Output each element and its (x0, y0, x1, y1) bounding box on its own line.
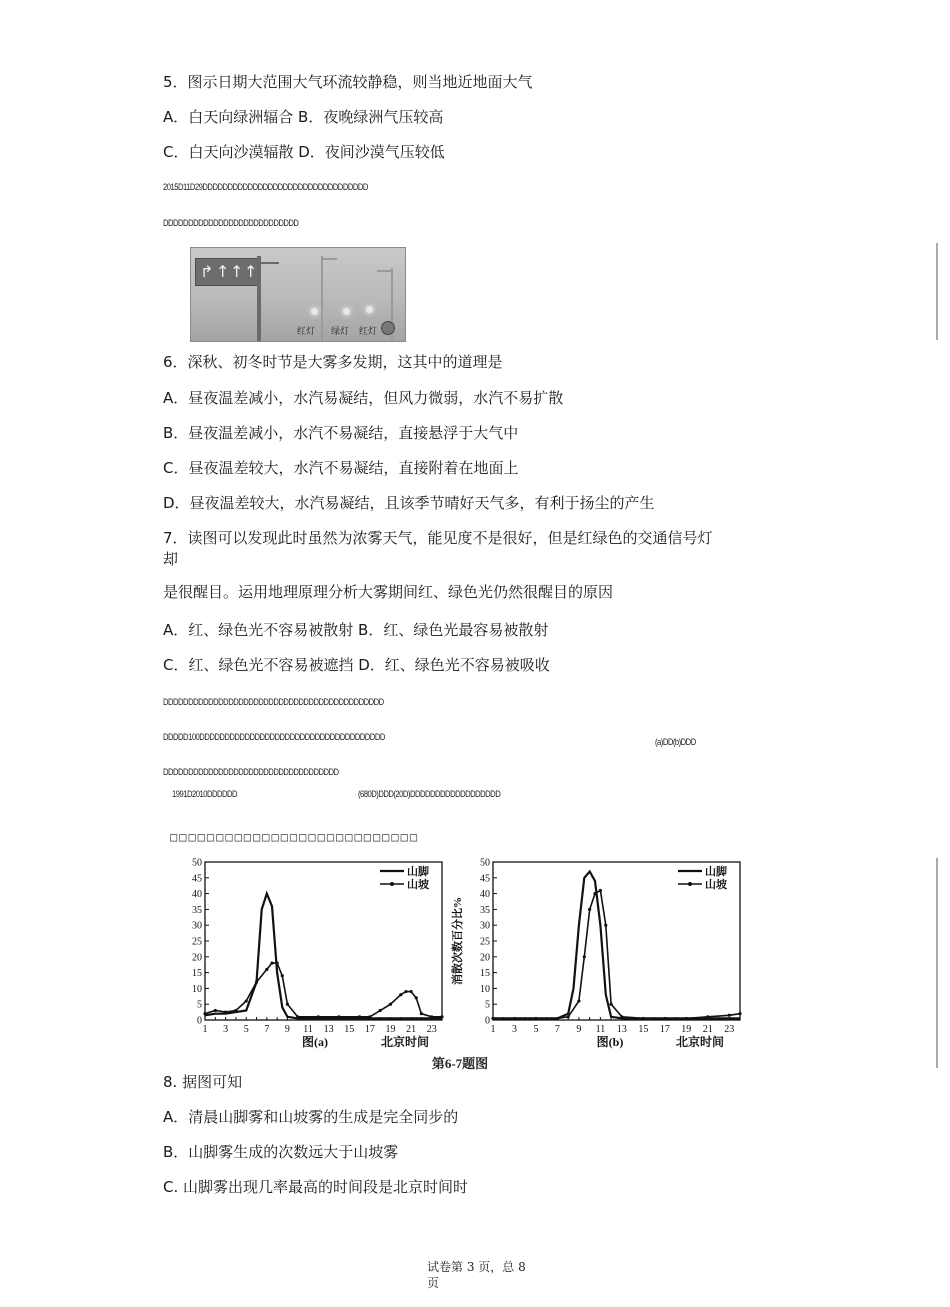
x-tick-label: 7 (264, 1024, 270, 1035)
q7-stem-line1: 7．读图可以发现此时虽然为浓雾天气，能见度不是很好，但是红绿色的交通信号灯 (163, 529, 713, 547)
y-tick-label: 40 (480, 889, 490, 901)
series-point (317, 1015, 320, 1018)
garbled-text-1: 2015D11D29DDDDDDDDDDDDDDDDDDDDDDDDDDDDDDDDD (163, 182, 368, 192)
y-tick-label: 20 (480, 952, 490, 964)
series-point (265, 968, 268, 971)
series-point (368, 1015, 371, 1018)
y-tick-label: 5 (197, 999, 202, 1011)
x-axis-label-right: 北京时间 (380, 1035, 430, 1049)
x-tick-label: 5 (243, 1024, 249, 1035)
x-tick-label: 1 (490, 1024, 496, 1035)
x-tick-label: 7 (554, 1024, 560, 1035)
traffic-light-icon (311, 308, 318, 315)
series-point (685, 1017, 688, 1020)
series-point (286, 1003, 289, 1006)
q7-stem-line2: 却 (163, 550, 179, 568)
series-point (358, 1015, 361, 1018)
series-line-shanpo (205, 963, 442, 1017)
x-tick-label: 13 (323, 1024, 334, 1035)
chart-panel-b (450, 858, 742, 1050)
q6-option-a: A．昼夜温差减小，水汽易凝结，但风力微弱，水汽不易扩散 (163, 389, 564, 407)
y-tick-label: 25 (192, 936, 202, 948)
q8-stem: 8. 据图可知 (163, 1073, 243, 1091)
x-tick-label: 21 (406, 1024, 417, 1035)
arrow-icon: ↑ (230, 262, 244, 281)
garbled-text-6a: 1991D2010DDDDDD (172, 789, 238, 799)
x-tick-label: 17 (364, 1024, 375, 1035)
x-tick-label: 1 (202, 1024, 208, 1035)
series-point (738, 1012, 741, 1015)
series-point (588, 908, 591, 911)
y-tick-label: 10 (480, 983, 490, 995)
y-tick-label: 45 (192, 873, 202, 885)
y-tick-label: 15 (192, 968, 202, 980)
q8-option-c: C. 山脚雾出现几率最高的时间段是北京时间时 (163, 1178, 469, 1196)
series-point (224, 1011, 227, 1014)
q8-option-a: A．清晨山脚雾和山坡雾的生成是完全同步的 (163, 1108, 459, 1126)
series-point (642, 1017, 645, 1020)
x-tick-label: 11 (595, 1024, 606, 1035)
series-point (234, 1009, 237, 1012)
series-point (214, 1009, 217, 1012)
x-tick-label: 3 (223, 1024, 229, 1035)
q5-options-cd: C．白天向沙漠辐散 D．夜间沙漠气压较低 (163, 143, 445, 161)
series-point (415, 996, 418, 999)
series-point (513, 1017, 516, 1020)
series-point (420, 1012, 423, 1015)
x-tick-label: 19 (385, 1024, 396, 1035)
x-tick-label: 11 (303, 1024, 313, 1035)
q6-option-d: D．昼夜温差较大，水汽易凝结，且该季节晴好天气多，有利于扬尘的产生 (163, 494, 655, 512)
y-tick-label: 10 (192, 983, 202, 995)
series-line-shanjiao (493, 872, 740, 1019)
garbled-text-2: DDDDDDDDDDDDDDDDDDDDDDDDDDD (163, 218, 299, 228)
legend-label: 山坡 (407, 879, 429, 891)
x-tick-label: 5 (533, 1024, 539, 1035)
footer-line1: 试卷第 3 页，总 8 (427, 1260, 526, 1274)
x-tick-label: 9 (284, 1024, 290, 1035)
x-tick-label: 19 (681, 1024, 692, 1035)
page-footer (427, 1259, 526, 1291)
series-point (270, 962, 273, 965)
x-axis-label: 图(b) (596, 1035, 624, 1049)
series-line-shanpo (493, 890, 740, 1018)
q6-option-c: C．昼夜温差较大，水汽不易凝结，直接附着在地面上 (163, 459, 519, 477)
series-point (245, 999, 248, 1002)
garbled-text-5: DDDDDDDDDDDDDDDDDDDDDDDDDDDDDDDDDDD (163, 767, 339, 777)
legend-marker (390, 882, 394, 886)
sign-pole (257, 256, 261, 341)
plot-frame (493, 862, 740, 1020)
legend-marker (688, 882, 692, 886)
x-tick-label: 15 (638, 1024, 649, 1035)
y-tick-label: 50 (192, 857, 202, 869)
y-tick-label: 20 (192, 952, 202, 964)
y-axis-label: 消散次数百分比% (452, 897, 464, 985)
series-point (583, 955, 586, 958)
fog-traffic-photo (190, 247, 406, 342)
y-tick-label: 35 (480, 904, 490, 916)
y-tick-label: 0 (197, 1015, 202, 1027)
series-point (430, 1015, 433, 1018)
y-tick-label: 30 (480, 920, 490, 932)
q8-option-b: B．山脚雾生成的次数远大于山坡雾 (163, 1143, 399, 1161)
x-tick-label: 17 (659, 1024, 670, 1035)
series-line-shanjiao (205, 894, 442, 1019)
x-tick-label: 15 (344, 1024, 355, 1035)
sign-arm (261, 262, 279, 264)
series-point (604, 924, 607, 927)
series-point (337, 1015, 340, 1018)
series-point (404, 990, 407, 993)
scan-edge-mark (936, 858, 938, 1068)
x-tick-label: 3 (511, 1024, 517, 1035)
series-point (276, 962, 279, 965)
y-tick-label: 35 (192, 904, 202, 916)
street-lamp-arm (377, 270, 391, 272)
y-tick-label: 5 (485, 999, 490, 1011)
series-point (577, 999, 580, 1002)
garbled-text-4b: (a)DD(b)DDD (655, 737, 696, 747)
series-point (556, 1017, 559, 1020)
label-red-light-1: 红灯 (297, 327, 316, 337)
q7-options-ab: A．红、绿色光不容易被散射 B．红、绿色光最容易被散射 (163, 621, 549, 639)
series-point (610, 1003, 613, 1006)
series-point (296, 1015, 299, 1018)
y-tick-label: 50 (480, 857, 490, 869)
x-tick-label: 9 (576, 1024, 582, 1035)
series-point (534, 1017, 537, 1020)
arrow-icon: ↑ (244, 262, 258, 281)
series-point (203, 1012, 206, 1015)
x-tick-label: 13 (616, 1024, 627, 1035)
scan-edge-mark (936, 243, 938, 340)
q5-stem: 5．图示日期大范围大气环流较静稳，则当地近地面大气 (163, 73, 533, 91)
x-axis-label-right: 北京时间 (675, 1035, 725, 1049)
no-entry-sign-icon (381, 321, 395, 335)
series-point (663, 1017, 666, 1020)
legend-label: 山脚 (407, 866, 429, 878)
series-point (706, 1015, 709, 1018)
series-point (599, 889, 602, 892)
x-axis-label: 图(a) (302, 1035, 328, 1049)
series-point (281, 974, 284, 977)
chart-title-glyphs: □□□□□□□□□□□□□□□□□□□□□□□□□□□ (170, 830, 420, 844)
chart-panel-a (192, 858, 444, 1050)
y-tick-label: 0 (485, 1015, 490, 1027)
arrow-icon: ↱ (200, 262, 214, 281)
y-tick-label: 40 (192, 889, 202, 901)
garbled-text-6b: (680D)DDD(20D)DDDDDDDDDDDDDDDDDD (358, 789, 501, 799)
legend-label: 山坡 (705, 879, 727, 891)
traffic-light-icon (343, 308, 350, 315)
q7-stem-line3: 是很醒目。运用地理原理分析大雾期间红、绿色光仍然很醒目的原因 (163, 583, 614, 601)
label-red-light-2: 红灯 (359, 327, 378, 337)
q7-options-cd: C．红、绿色光不容易被遮挡 D．红、绿色光不容易被吸收 (163, 656, 550, 674)
street-lamp-pole (321, 256, 323, 341)
garbled-text-3: DDDDDDDDDDDDDDDDDDDDDDDDDDDDDDDDDDDDDDDDDDDD (163, 697, 384, 707)
x-tick-label: 23 (426, 1024, 437, 1035)
y-tick-label: 25 (480, 936, 490, 948)
series-point (567, 1015, 570, 1018)
label-green-light: 绿灯 (331, 327, 350, 337)
street-lamp-arm (323, 258, 337, 260)
series-point (491, 1017, 494, 1020)
series-point (593, 892, 596, 895)
fog-frequency-charts (160, 850, 760, 1075)
series-point (728, 1014, 731, 1017)
q6-option-b: B．昼夜温差减小，水汽不易凝结，直接悬浮于大气中 (163, 424, 519, 442)
y-tick-label: 15 (480, 968, 490, 980)
y-tick-label: 45 (480, 873, 490, 885)
traffic-light-icon (366, 306, 373, 313)
series-point (409, 990, 412, 993)
series-point (255, 980, 258, 983)
series-point (620, 1015, 623, 1018)
x-tick-label: 21 (702, 1024, 713, 1035)
x-tick-label: 23 (724, 1024, 735, 1035)
series-point (379, 1009, 382, 1012)
chart-caption: 第6-7题图 (431, 1056, 489, 1071)
legend-label: 山脚 (705, 866, 727, 878)
series-point (389, 1003, 392, 1006)
q5-options-ab: A．白天向绿洲辐合 B．夜晚绿洲气压较高 (163, 108, 444, 126)
y-tick-label: 30 (192, 920, 202, 932)
arrow-icon: ↑ (216, 262, 230, 281)
footer-line2: 页 (427, 1276, 440, 1290)
series-point (399, 993, 402, 996)
garbled-text-4: DDDDD100DDDDDDDDDDDDDDDDDDDDDDDDDDDDDDDDDDDDD (163, 732, 385, 742)
series-point (440, 1015, 443, 1018)
road-sign (195, 258, 261, 286)
q6-stem: 6．深秋、初冬时节是大雾多发期，这其中的道理是 (163, 353, 503, 371)
